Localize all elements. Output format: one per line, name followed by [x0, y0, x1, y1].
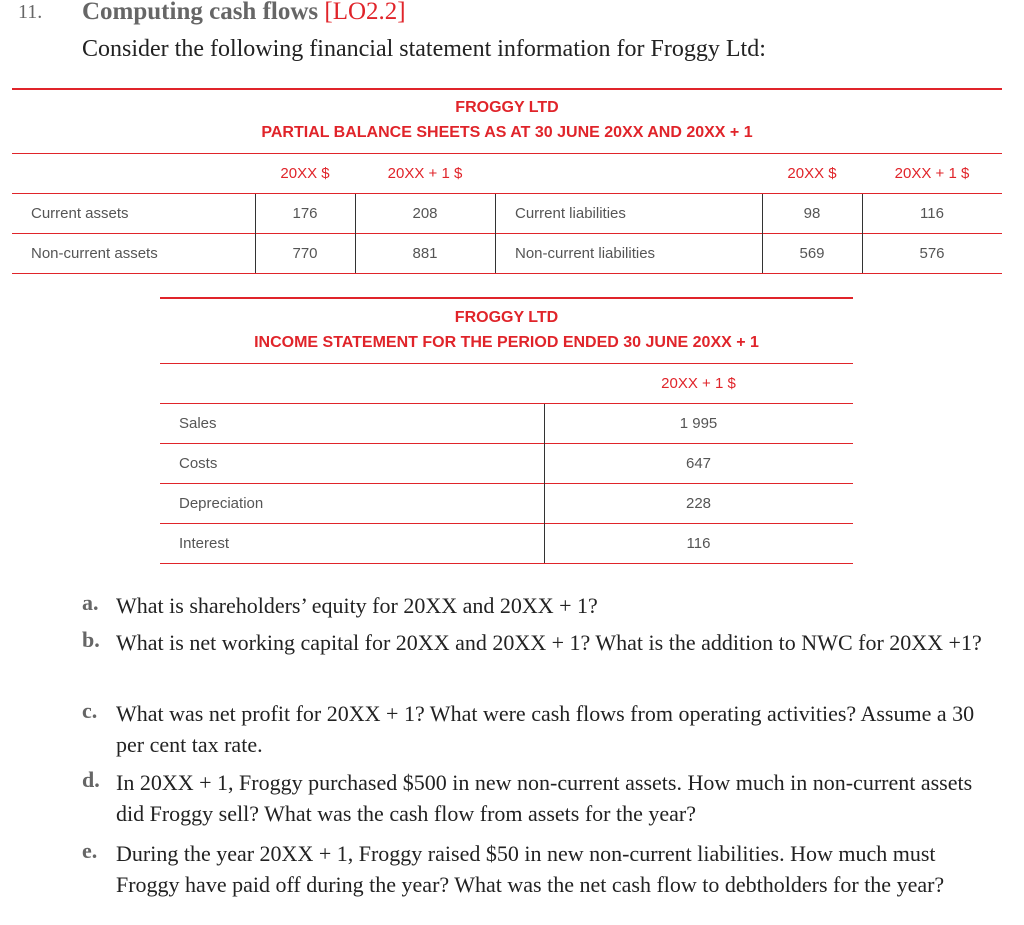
table-cell: 770 — [292, 245, 318, 262]
part-label: a. — [82, 590, 99, 615]
question-part-d — [82, 767, 996, 829]
table-cell: 98 — [803, 205, 821, 222]
table-rule — [12, 193, 1002, 194]
table-row-label: Interest — [179, 535, 230, 552]
question-title — [82, 0, 406, 26]
table-rule — [160, 363, 853, 364]
part-text: During the year 20XX + 1, Froggy raised $50 in new non-current liabilities. How much must Froggy have paid off during the year? What was the net cash flow to debtholders for the year? — [116, 841, 945, 897]
table-row-label: Sales — [179, 415, 217, 432]
table-cell: 881 — [412, 245, 438, 262]
table-rule — [12, 88, 1002, 90]
column-divider — [495, 194, 496, 273]
header-col: 20XX $ — [787, 165, 837, 182]
table-cell: 1 995 — [679, 415, 718, 432]
question-part-e — [82, 838, 996, 900]
question-part-b — [82, 627, 996, 658]
part-label: e. — [82, 838, 98, 863]
question-number: 11. — [18, 1, 43, 23]
learning-objective: [LO2.2] — [324, 0, 406, 25]
table-rule — [12, 273, 1002, 274]
table-cell: 647 — [685, 455, 712, 472]
table-row-label: Non-current liabilities — [515, 245, 656, 262]
question-intro: Consider the following financial statement information for Froggy Ltd: — [82, 36, 766, 62]
table-rule — [160, 443, 853, 444]
table-row-label: Current assets — [31, 205, 129, 222]
table-rule — [160, 563, 853, 564]
part-label: c. — [82, 698, 98, 723]
header-col: 20XX $ — [280, 165, 330, 182]
income-statement-title: INCOME STATEMENT FOR THE PERIOD ENDED 30 JUNE 20XX + 1 — [254, 334, 759, 351]
income-statement-company: FROGGY LTD — [454, 309, 559, 326]
table-cell: 576 — [919, 245, 945, 262]
question-part-a — [82, 590, 996, 621]
question-part-c — [82, 698, 996, 760]
table-row-label: Costs — [179, 455, 218, 472]
part-label: d. — [82, 767, 100, 792]
part-text: What is shareholders’ equity for 20XX and 20XX + 1? — [116, 593, 598, 618]
question-title-text: Computing cash flows — [82, 0, 319, 25]
part-text: What is net working capital for 20XX and 20XX + 1? What is the addition to NWC for 20XX +1? — [116, 630, 982, 655]
header-col: 20XX + 1 $ — [894, 165, 970, 182]
balance-sheet-company: FROGGY LTD — [455, 99, 559, 116]
table-row-label: Non-current assets — [31, 245, 158, 262]
table-cell: 116 — [686, 535, 711, 552]
table-cell: 569 — [799, 245, 825, 262]
table-rule — [12, 233, 1002, 234]
table-cell: 228 — [685, 495, 712, 512]
part-label: b. — [82, 627, 100, 652]
table-row-label: Current liabilities — [515, 205, 626, 222]
balance-sheet-title: PARTIAL BALANCE SHEETS AS AT 30 JUNE 20XX AND 20XX + 1 — [261, 124, 753, 141]
table-rule — [12, 153, 1002, 154]
header-col: 20XX + 1 $ — [387, 165, 463, 182]
part-text: In 20XX + 1, Froggy purchased $500 in new non-current assets. How much in non-current assets did Froggy sell? What was the cash flow from assets for the year? — [116, 770, 973, 826]
table-rule — [160, 297, 853, 299]
table-rule — [160, 523, 853, 524]
table-cell: 116 — [920, 205, 944, 222]
table-row-label: Depreciation — [179, 495, 264, 512]
table-cell: 176 — [292, 205, 318, 222]
table-rule — [160, 483, 853, 484]
table-cell: 208 — [412, 205, 438, 222]
part-text: What was net profit for 20XX + 1? What were cash flows from operating activities? Assume a 30 per cent tax rate. — [116, 701, 975, 757]
header-col: 20XX + 1 $ — [661, 375, 736, 392]
table-rule — [160, 403, 853, 404]
